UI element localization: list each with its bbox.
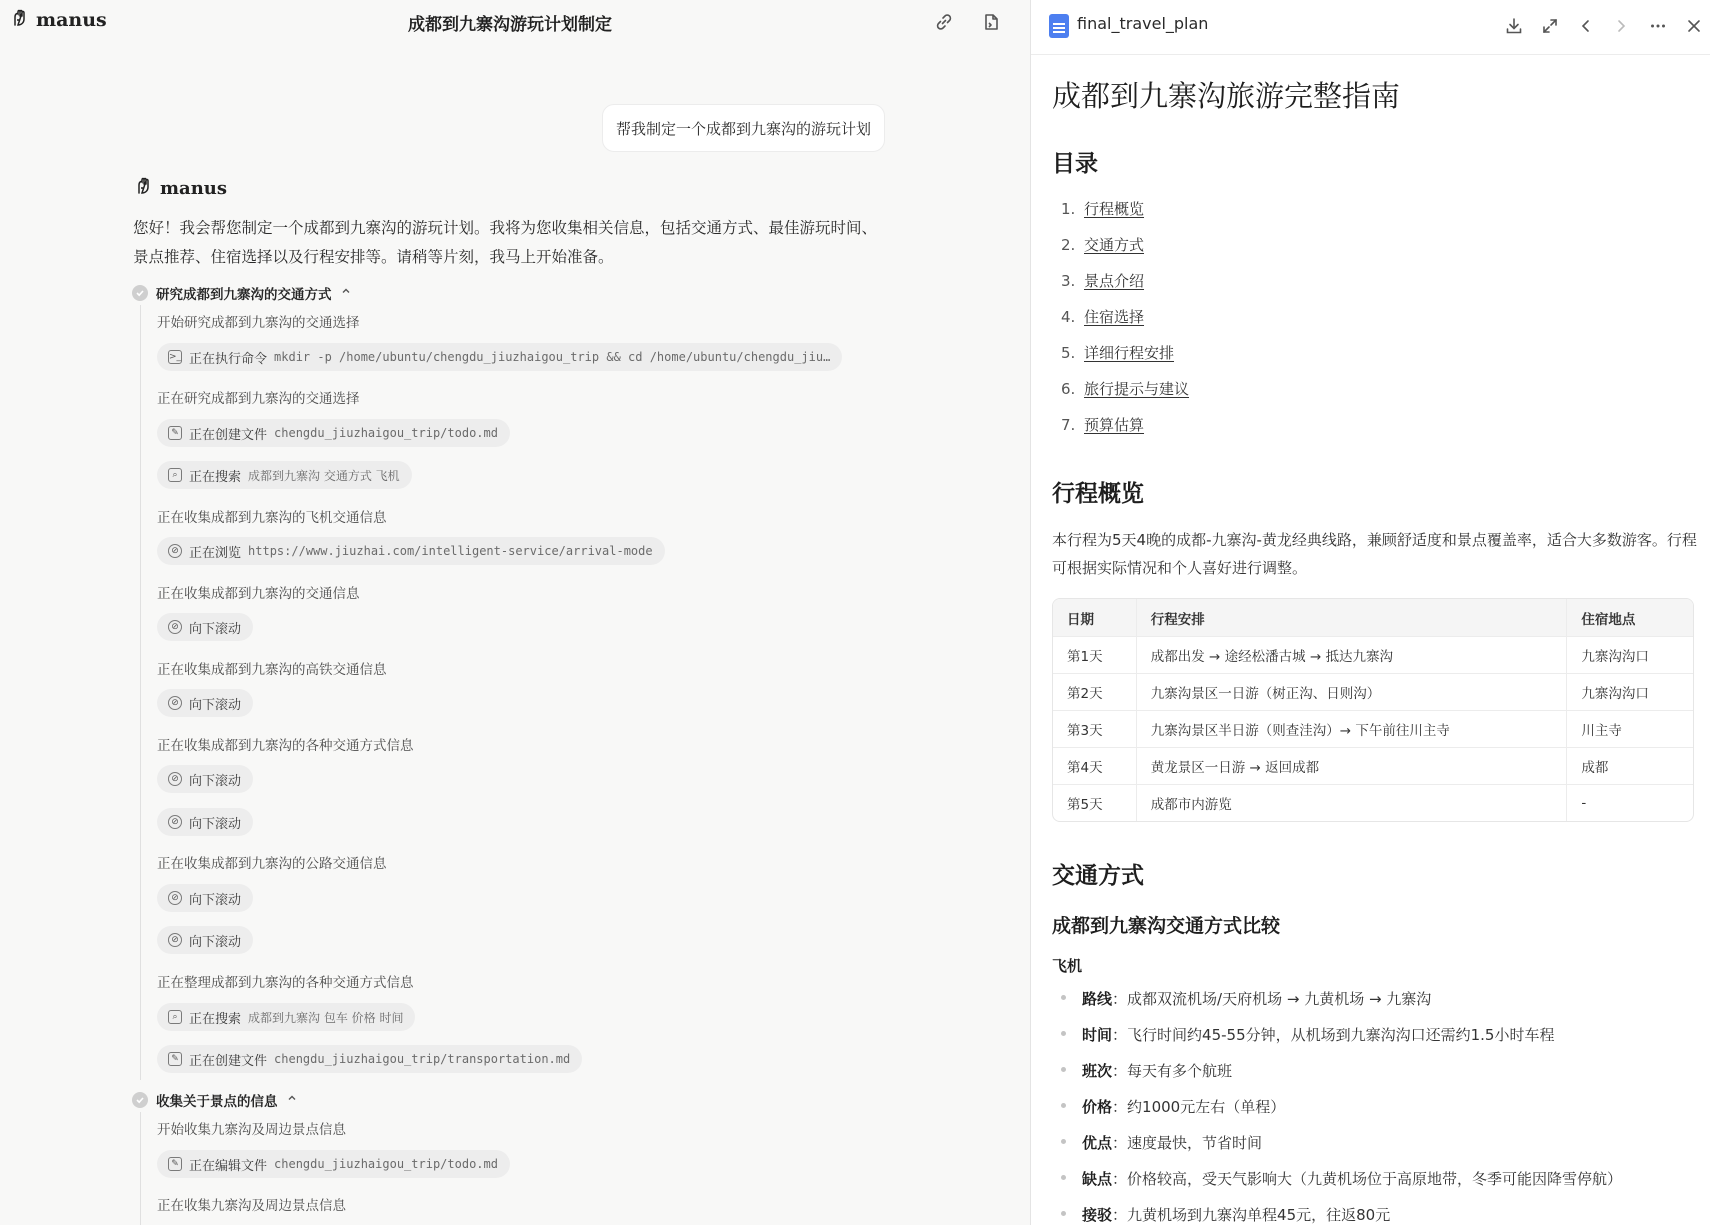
edit-icon: ✎ (168, 1157, 182, 1171)
table-cell: 成都市内游览 (1136, 785, 1567, 821)
list-item: 时间：飞行时间约45-55分钟，从机场到九寨沟沟口还需约1.5小时车程 (1061, 1024, 1554, 1045)
list-item: 班次：每天有多个航班 (1061, 1060, 1232, 1081)
transport-heading: 交通方式 (1052, 863, 1144, 889)
step-title: 研究成都到九寨沟的交通方式 (156, 287, 332, 303)
tool-action: 向下滚动 (189, 816, 242, 832)
tool-action: 正在浏览 (189, 545, 242, 561)
table-cell: 九寨沟景区一日游（树正沟、日则沟） (1136, 674, 1567, 710)
tool-argument: chengdu_jiuzhaigou_trip/todo.md (274, 426, 498, 440)
tool-action: 向下滚动 (189, 621, 242, 637)
user-message: 帮我制定一个成都到九寨沟的游玩计划 (602, 104, 885, 152)
item-label: 班次 (1082, 1062, 1113, 1080)
files-icon[interactable] (979, 10, 1003, 34)
agent-message: 您好！我会帮您制定一个成都到九寨沟的游玩计划。我将为您收集相关信息，包括交通方式、最佳游玩时间、景点推荐、住宿选择以及行程安排等。请稍等片刻，我马上开始准备。 (133, 219, 878, 266)
tool-argument: mkdir -p /home/ubuntu/chengdu_jiuzhaigou_trip && cd /home/ubuntu/chengdu_jiu… (274, 350, 831, 364)
table-cell: 成都出发 → 途经松潘古城 → 抵达九寨沟 (1136, 637, 1567, 673)
share-link-icon[interactable] (932, 10, 956, 34)
item-label: 价格 (1082, 1098, 1113, 1116)
tool-call-pill[interactable] (157, 808, 253, 836)
tool-action: 正在执行命令 (189, 351, 268, 367)
tool-action: 向下滚动 (189, 773, 242, 789)
tool-call-pill[interactable] (157, 689, 253, 717)
search-icon: ⌕ (168, 1010, 182, 1024)
item-label: 缺点 (1082, 1170, 1113, 1188)
tool-action: 正在创建文件 (189, 427, 268, 443)
item-text: 价格较高，受天气影响大（九黄机场位于高原地带，冬季可能因降雪停航） (1127, 1170, 1623, 1188)
item-label: 接驳 (1082, 1206, 1113, 1224)
check-icon (132, 1092, 148, 1108)
tool-call-pill[interactable] (157, 537, 665, 565)
tool-action: 向下滚动 (189, 892, 242, 908)
item-label: 路线 (1082, 990, 1113, 1008)
compare-heading: 成都到九寨沟交通方式比较 (1052, 915, 1281, 937)
table-cell: - (1566, 785, 1693, 821)
edit-icon: ✎ (168, 1052, 182, 1066)
browser-icon: ⊘ (168, 696, 182, 710)
item-label: 优点 (1082, 1134, 1113, 1152)
file-viewer-panel (1031, 0, 1710, 1225)
step-log-line: 正在收集成都到九寨沟的各种交通方式信息 (157, 738, 414, 754)
table-cell: 九寨沟沟口 (1566, 637, 1693, 673)
overview-text: 本行程为5天4晚的成都-九寨沟-黄龙经典线路，兼顾舒适度和景点覆盖率，适合大多数游客。行程可根据实际情况和个人喜好进行调整。 (1052, 531, 1697, 577)
chevron-left-icon[interactable] (1573, 13, 1599, 39)
overview-heading: 行程概览 (1052, 481, 1144, 507)
doc-title: 成都到九寨沟旅游完整指南 (1052, 79, 1401, 113)
table-cell: 第2天 (1067, 686, 1103, 702)
table-row (1053, 710, 1693, 747)
toc-item[interactable]: 4. 住宿选择 (1061, 308, 1145, 326)
chevron-up-icon[interactable] (286, 1092, 298, 1108)
chat-topbar (0, 0, 1030, 44)
edit-icon: ✎ (168, 426, 182, 440)
tool-call-pill[interactable] (157, 461, 412, 489)
tool-action: 向下滚动 (189, 697, 242, 713)
tool-action: 正在搜索 (189, 469, 242, 485)
file-name: final_travel_plan (1077, 14, 1209, 33)
toc-item[interactable]: 1. 行程概览 (1061, 200, 1145, 218)
tool-call-pill[interactable] (157, 884, 253, 912)
app-name: manus (36, 9, 107, 31)
table-cell: 成都 (1566, 748, 1693, 784)
step-log-line: 正在收集成都到九寨沟的高铁交通信息 (157, 662, 387, 678)
tool-argument: 成都到九寨沟 包车 价格 时间 (248, 1010, 404, 1025)
browser-icon: ⊘ (168, 544, 182, 558)
browser-icon: ⊘ (168, 891, 182, 905)
list-item: 接驳：九黄机场到九寨沟单程45元，往返80元 (1061, 1204, 1390, 1225)
table-cell: 九寨沟沟口 (1566, 674, 1693, 710)
tool-call-pill[interactable] (157, 1045, 582, 1073)
table-row (1053, 747, 1693, 784)
toc-link[interactable]: 景点介绍 (1084, 272, 1145, 290)
toc-link[interactable]: 行程概览 (1084, 200, 1145, 218)
plane-heading: 飞机 (1052, 957, 1083, 975)
step-log-line: 开始研究成都到九寨沟的交通选择 (157, 315, 360, 331)
step-log-line: 正在收集九寨沟及周边景点信息 (157, 1198, 346, 1214)
viewer-header (1031, 0, 1710, 55)
item-text: 飞行时间约45-55分钟，从机场到九寨沟沟口还需约1.5小时车程 (1127, 1026, 1555, 1044)
manus-hand-icon (134, 176, 154, 200)
item-text: 约1000元左右（单程） (1127, 1098, 1286, 1116)
search-icon: ⌕ (168, 468, 182, 482)
item-text: 速度最快，节省时间 (1127, 1134, 1263, 1152)
step-log-line: 正在整理成都到九寨沟的各种交通方式信息 (157, 975, 414, 991)
toc-heading: 目录 (1052, 151, 1098, 177)
tool-argument: chengdu_jiuzhaigou_trip/todo.md (274, 1157, 498, 1171)
step-log-line: 正在收集成都到九寨沟的飞机交通信息 (157, 510, 387, 526)
table-cell: 九寨沟景区半日游（则查洼沟）→ 下午前往川主寺 (1136, 711, 1567, 747)
browser-icon: ⊘ (168, 933, 182, 947)
item-text: 成都双流机场/天府机场 → 九黄机场 → 九寨沟 (1127, 990, 1432, 1008)
table-header-cell: 行程安排 (1136, 599, 1567, 636)
document-icon (1049, 14, 1069, 38)
tool-call-pill[interactable] (157, 343, 842, 371)
toc-link[interactable]: 住宿选择 (1084, 308, 1145, 326)
itinerary-table (1052, 598, 1694, 822)
toc-item[interactable]: 3. 景点介绍 (1061, 272, 1145, 290)
tool-call-pill[interactable] (157, 765, 253, 793)
table-row (1053, 673, 1693, 710)
check-icon (132, 285, 148, 301)
tool-action: 正在搜索 (189, 1011, 242, 1027)
tool-action: 正在编辑文件 (189, 1158, 268, 1174)
step-header[interactable] (132, 283, 352, 303)
table-row (1053, 636, 1693, 673)
table-cell: 川主寺 (1566, 711, 1693, 747)
tool-action: 正在创建文件 (189, 1053, 268, 1069)
browser-icon: ⊘ (168, 772, 182, 786)
step-timeline (140, 1112, 141, 1225)
toc-link[interactable]: 预算估算 (1084, 416, 1145, 434)
terminal-icon: >_ (168, 350, 182, 364)
agent-name: manus (160, 177, 228, 199)
step-timeline (140, 305, 141, 1080)
toc-item[interactable]: 7. 预算估算 (1061, 416, 1145, 434)
toc-link[interactable]: 旅行提示与建议 (1084, 380, 1190, 398)
more-options-icon[interactable] (1645, 13, 1671, 39)
table-header-cell: 住宿地点 (1566, 599, 1693, 636)
item-label: 时间 (1082, 1026, 1113, 1044)
step-title: 收集关于景点的信息 (156, 1094, 278, 1110)
step-header[interactable] (132, 1090, 298, 1110)
chevron-right-icon[interactable] (1608, 13, 1634, 39)
list-item: 优点：速度最快，节省时间 (1061, 1132, 1262, 1153)
step-log-line: 正在研究成都到九寨沟的交通选择 (157, 391, 360, 407)
table-cell: 第1天 (1067, 649, 1103, 665)
toc-item[interactable]: 6. 旅行提示与建议 (1061, 380, 1190, 398)
table-cell: 第5天 (1067, 797, 1103, 813)
tool-call-pill[interactable] (157, 1003, 415, 1031)
expand-icon[interactable] (1537, 13, 1563, 39)
toc-link[interactable]: 交通方式 (1084, 236, 1145, 254)
list-item: 缺点：价格较高，受天气影响大（九黄机场位于高原地带，冬季可能因降雪停航） (1061, 1168, 1622, 1189)
tool-argument: 成都到九寨沟 交通方式 飞机 (248, 468, 400, 483)
tool-call-pill[interactable] (157, 613, 253, 641)
toc-item[interactable]: 2. 交通方式 (1061, 236, 1145, 254)
list-item: 价格：约1000元左右（单程） (1061, 1096, 1285, 1117)
browser-icon: ⊘ (168, 815, 182, 829)
table-header-cell: 日期 (1067, 611, 1094, 628)
toc-link[interactable]: 详细行程安排 (1084, 344, 1175, 362)
browser-icon: ⊘ (168, 620, 182, 634)
table-cell: 黄龙景区一日游 → 返回成都 (1136, 748, 1567, 784)
tool-action: 向下滚动 (189, 934, 242, 950)
item-text: 九黄机场到九寨沟单程45元，往返80元 (1127, 1206, 1391, 1224)
download-icon[interactable] (1501, 13, 1527, 39)
step-log-line: 开始收集九寨沟及周边景点信息 (157, 1122, 346, 1138)
step-log-line: 正在收集成都到九寨沟的公路交通信息 (157, 856, 387, 872)
close-icon[interactable] (1681, 13, 1707, 39)
tool-argument: https://www.jiuzhai.com/intelligent-service/arrival-mode (248, 544, 653, 558)
table-row (1053, 784, 1693, 821)
step-log-line: 正在收集成都到九寨沟的交通信息 (157, 586, 360, 602)
chevron-up-icon[interactable] (340, 285, 352, 301)
tool-argument: chengdu_jiuzhaigou_trip/transportation.md (274, 1052, 571, 1066)
table-header-row (1053, 599, 1693, 636)
list-item: 路线：成都双流机场/天府机场 → 九黄机场 → 九寨沟 (1061, 988, 1431, 1009)
toc-item[interactable]: 5. 详细行程安排 (1061, 344, 1175, 362)
tool-call-pill[interactable] (157, 419, 510, 447)
tool-call-pill[interactable] (157, 1150, 510, 1178)
table-cell: 第4天 (1067, 760, 1103, 776)
tool-call-pill[interactable] (157, 926, 253, 954)
table-cell: 第3天 (1067, 723, 1103, 739)
item-text: 每天有多个航班 (1127, 1062, 1233, 1080)
chat-title: 成都到九寨沟游玩计划制定 (408, 15, 612, 35)
agent-header (134, 176, 227, 200)
